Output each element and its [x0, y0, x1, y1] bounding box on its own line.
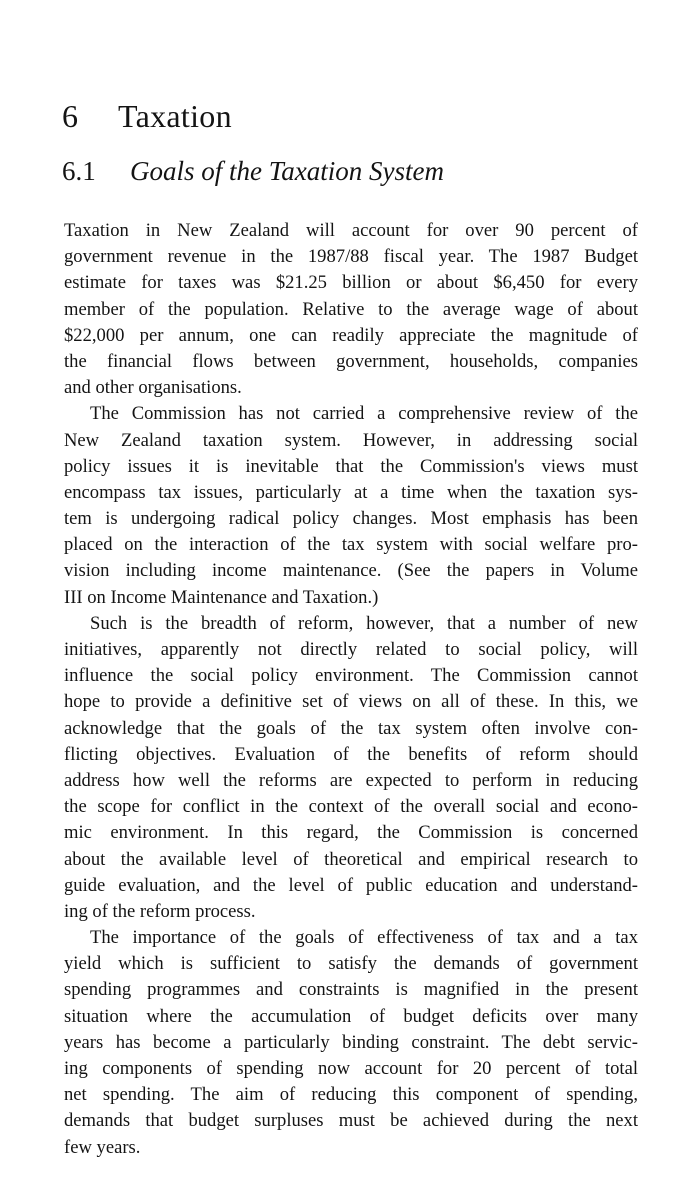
- text-line: The Commission has not carried a comprehensive review of the: [90, 403, 638, 425]
- chapter-heading: [62, 96, 232, 136]
- paragraph: [64, 401, 638, 611]
- text-line: $22,000 per annum, one can readily appreciate the magnitude of: [64, 324, 638, 346]
- text-line: encompass tax issues, particularly at a time when the taxation sys-: [64, 481, 638, 503]
- paragraph: [64, 925, 638, 1161]
- text-line: flicting objectives. Evaluation of the benefits of reform should: [64, 743, 638, 765]
- text-line: guide evaluation, and the level of public education and understand-: [64, 874, 638, 896]
- text-line: ing components of spending now account for 20 percent of total: [64, 1058, 638, 1079]
- chapter-title: Taxation: [118, 98, 232, 134]
- section-title: Goals of the Taxation System: [130, 156, 444, 186]
- section-heading: [62, 154, 444, 188]
- text-line: spending programmes and constraints is magnified in the present: [64, 979, 638, 1001]
- text-line: demands that budget surpluses must be achieved during the next: [64, 1110, 638, 1132]
- text-line: The importance of the goals of effectiveness of tax and a tax: [90, 927, 638, 949]
- text-line: few years.: [64, 1136, 141, 1158]
- body-text: [64, 218, 638, 1161]
- text-line: the financial flows between government, households, companies: [64, 350, 638, 372]
- section-number: 6.1: [62, 156, 96, 186]
- paragraph: [64, 611, 638, 925]
- text-line: government revenue in the 1987/88 fiscal year. The 1987 Budget: [64, 246, 638, 268]
- text-line: yield which is sufficient to satisfy the demands of government: [64, 953, 638, 975]
- text-line: influence the social policy environment. The Commission cannot: [64, 665, 638, 687]
- text-line: net spending. The aim of reducing this component of spending,: [64, 1084, 638, 1106]
- text-line: initiatives, apparently not directly related to social policy, will: [64, 639, 638, 660]
- text-line: tem is undergoing radical policy changes. Most emphasis has been: [64, 508, 638, 530]
- text-line: hope to provide a definitive set of views on all of these. In this, we: [64, 691, 638, 713]
- text-line: address how well the reforms are expected to perform in reducing: [64, 769, 638, 791]
- text-line: about the available level of theoretical and empirical research to: [64, 848, 638, 870]
- text-line: ing of the reform process.: [64, 900, 256, 922]
- paragraph: [64, 218, 638, 401]
- text-line: mic environment. In this regard, the Commission is concerned: [64, 822, 638, 844]
- text-line: member of the population. Relative to the average wage of about: [64, 298, 638, 320]
- text-line: estimate for taxes was $21.25 billion or about $6,450 for every: [64, 272, 638, 294]
- text-line: the scope for conflict in the context of the overall social and econo-: [64, 796, 638, 818]
- text-line: acknowledge that the goals of the tax system often involve con-: [64, 717, 638, 739]
- text-line: vision including income maintenance. (See the papers in Volume: [64, 560, 638, 582]
- text-line: policy issues it is inevitable that the Commission's views must: [64, 455, 638, 477]
- text-line: New Zealand taxation system. However, in addressing social: [64, 429, 638, 451]
- chapter-number: 6: [62, 98, 79, 134]
- text-line: and other organisations.: [64, 377, 242, 399]
- text-line: Taxation in New Zealand will account for over 90 percent of: [64, 220, 638, 241]
- text-line: placed on the interaction of the tax system with social welfare pro-: [64, 534, 638, 556]
- text-line: situation where the accumulation of budget deficits over many: [64, 1005, 638, 1027]
- text-line: years has become a particularly binding constraint. The debt servic-: [64, 1031, 638, 1053]
- text-line: III on Income Maintenance and Taxation.): [64, 586, 379, 608]
- text-line: Such is the breadth of reform, however, that a number of new: [90, 612, 638, 634]
